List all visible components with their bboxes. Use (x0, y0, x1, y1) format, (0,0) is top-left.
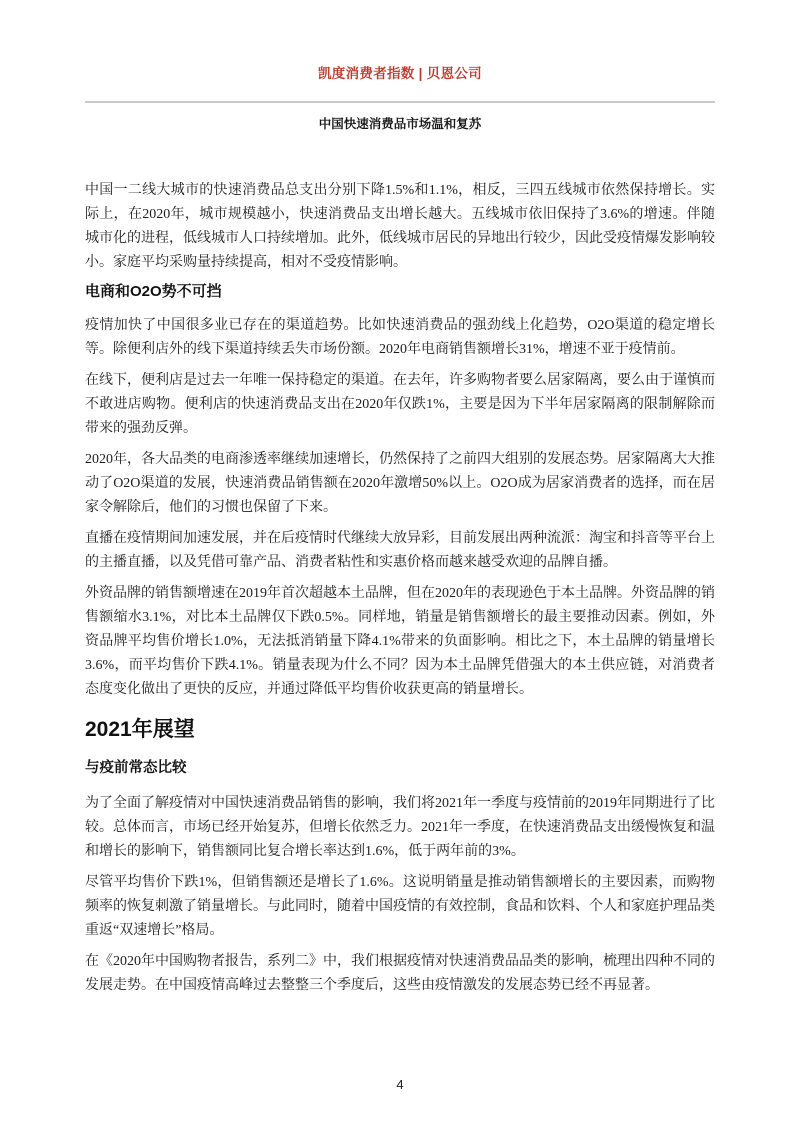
paragraph: 疫情加快了中国很多业已存在的渠道趋势。比如快速消费品的强劲线上化趋势，O2O渠道的稳定增长等。除便利店外的线下渠道持续丢失市场份额。2020年电商销售额增长31%，增速不亚于疫情前。 (85, 318, 715, 357)
paragraph: 为了全面了解疫情对中国快速消费品销售的影响，我们将2021年一季度与疫情前的2019年同期进行了比较。总体而言，市场已经开始复苏，但增长依然乏力。2021年一季度，在快速消费品支出缓慢恢复和温和增长的影响下，销售额同比复合增长率达到1.6%，低于两年前的3%。 (85, 796, 715, 859)
paragraph: 在《2020年中国购物者报告，系列二》中，我们根据疫情对快速消费品品类的影响，梳理出四种不同的发展走势。在中国疫情高峰过去整整三个季度后，这些由疫情激发的发展态势已经不再显著。 (85, 954, 715, 993)
document-body (85, 179, 715, 998)
intro-paragraph: 中国一二线大城市的快速消费品总支出分别下降1.5%和1.1%，相反，三四五线城市依然保持增长。实际上，在2020年，城市规模越小，快速消费品支出增长越大。五线城市依旧保持了3.6%的增速。伴随城市化的进程，低线城市人口持续增加。此外，低线城市居民的异地出行较少，因此受疫情爆发影响较小。家庭平均采购量持续提高，相对不受疫情影响。 (85, 183, 715, 270)
brand-header: 凯度消费者指数 | 贝恩公司 (318, 66, 482, 81)
section-heading-ecommerce-o2o: 电商和O2O势不可挡 (85, 283, 222, 300)
section-heading-2021-outlook: 2021年展望 (85, 718, 195, 741)
page-number: 4 (396, 1077, 404, 1092)
paragraph: 在线下，便利店是过去一年唯一保持稳定的渠道。在去年，许多购物者要么居家隔离，要么由于谨慎而不敢进店购物。便利店的快速消费品支出在2020年仅跌1%，主要是因为下半年居家隔离的限制解除而带来的强劲反弹。 (85, 373, 715, 436)
paragraph: 2020年，各大品类的电商渗透率继续加速增长，仍然保持了之前四大组别的发展态势。居家隔离大大推动了O2O渠道的发展，快速消费品销售额在2020年激增50%以上。O2O成为居家消费者的选择，而在居家令解除后，他们的习惯也保留了下来。 (85, 452, 715, 515)
paragraph: 直播在疫情期间加速发展，并在后疫情时代继续大放异彩，目前发展出两种流派：淘宝和抖音等平台上的主播直播，以及凭借可靠产品、消费者粘性和实惠价格而越来越受欢迎的品牌自播。 (85, 531, 715, 570)
header-divider (85, 101, 715, 103)
document-title: 中国快速消费品市场温和复苏 (318, 117, 482, 131)
paragraph: 尽管平均售价下跌1%，但销售额还是增长了1.6%。这说明销量是推动销售额增长的主要因素，而购物频率的恢复刺激了销量增长。与此同时，随着中国疫情的有效控制，食品和饮料、个人和家庭护理品类重返“双速增长”格局。 (85, 875, 715, 938)
subsection-heading-pre-covid-comparison: 与疫前常态比较 (85, 760, 187, 776)
paragraph: 外资品牌的销售额增速在2019年首次超越本土品牌，但在2020年的表现逊色于本土品牌。外资品牌的销售额缩水3.1%，对比本土品牌仅下跌0.5%。同样地，销量是销售额增长的最主要推动因素。例如，外资品牌平均售价增长1.0%，无法抵消销量下降4.1%带来的负面影响。相比之下，本土品牌的销量增长3.6%，而平均售价下跌4.1%。销量表现为什么不同？因为本土品牌凭借强大的本土供应链，对消费者态度变化做出了更快的反应，并通过降低平均售价收获更高的销量增长。 (85, 586, 715, 697)
